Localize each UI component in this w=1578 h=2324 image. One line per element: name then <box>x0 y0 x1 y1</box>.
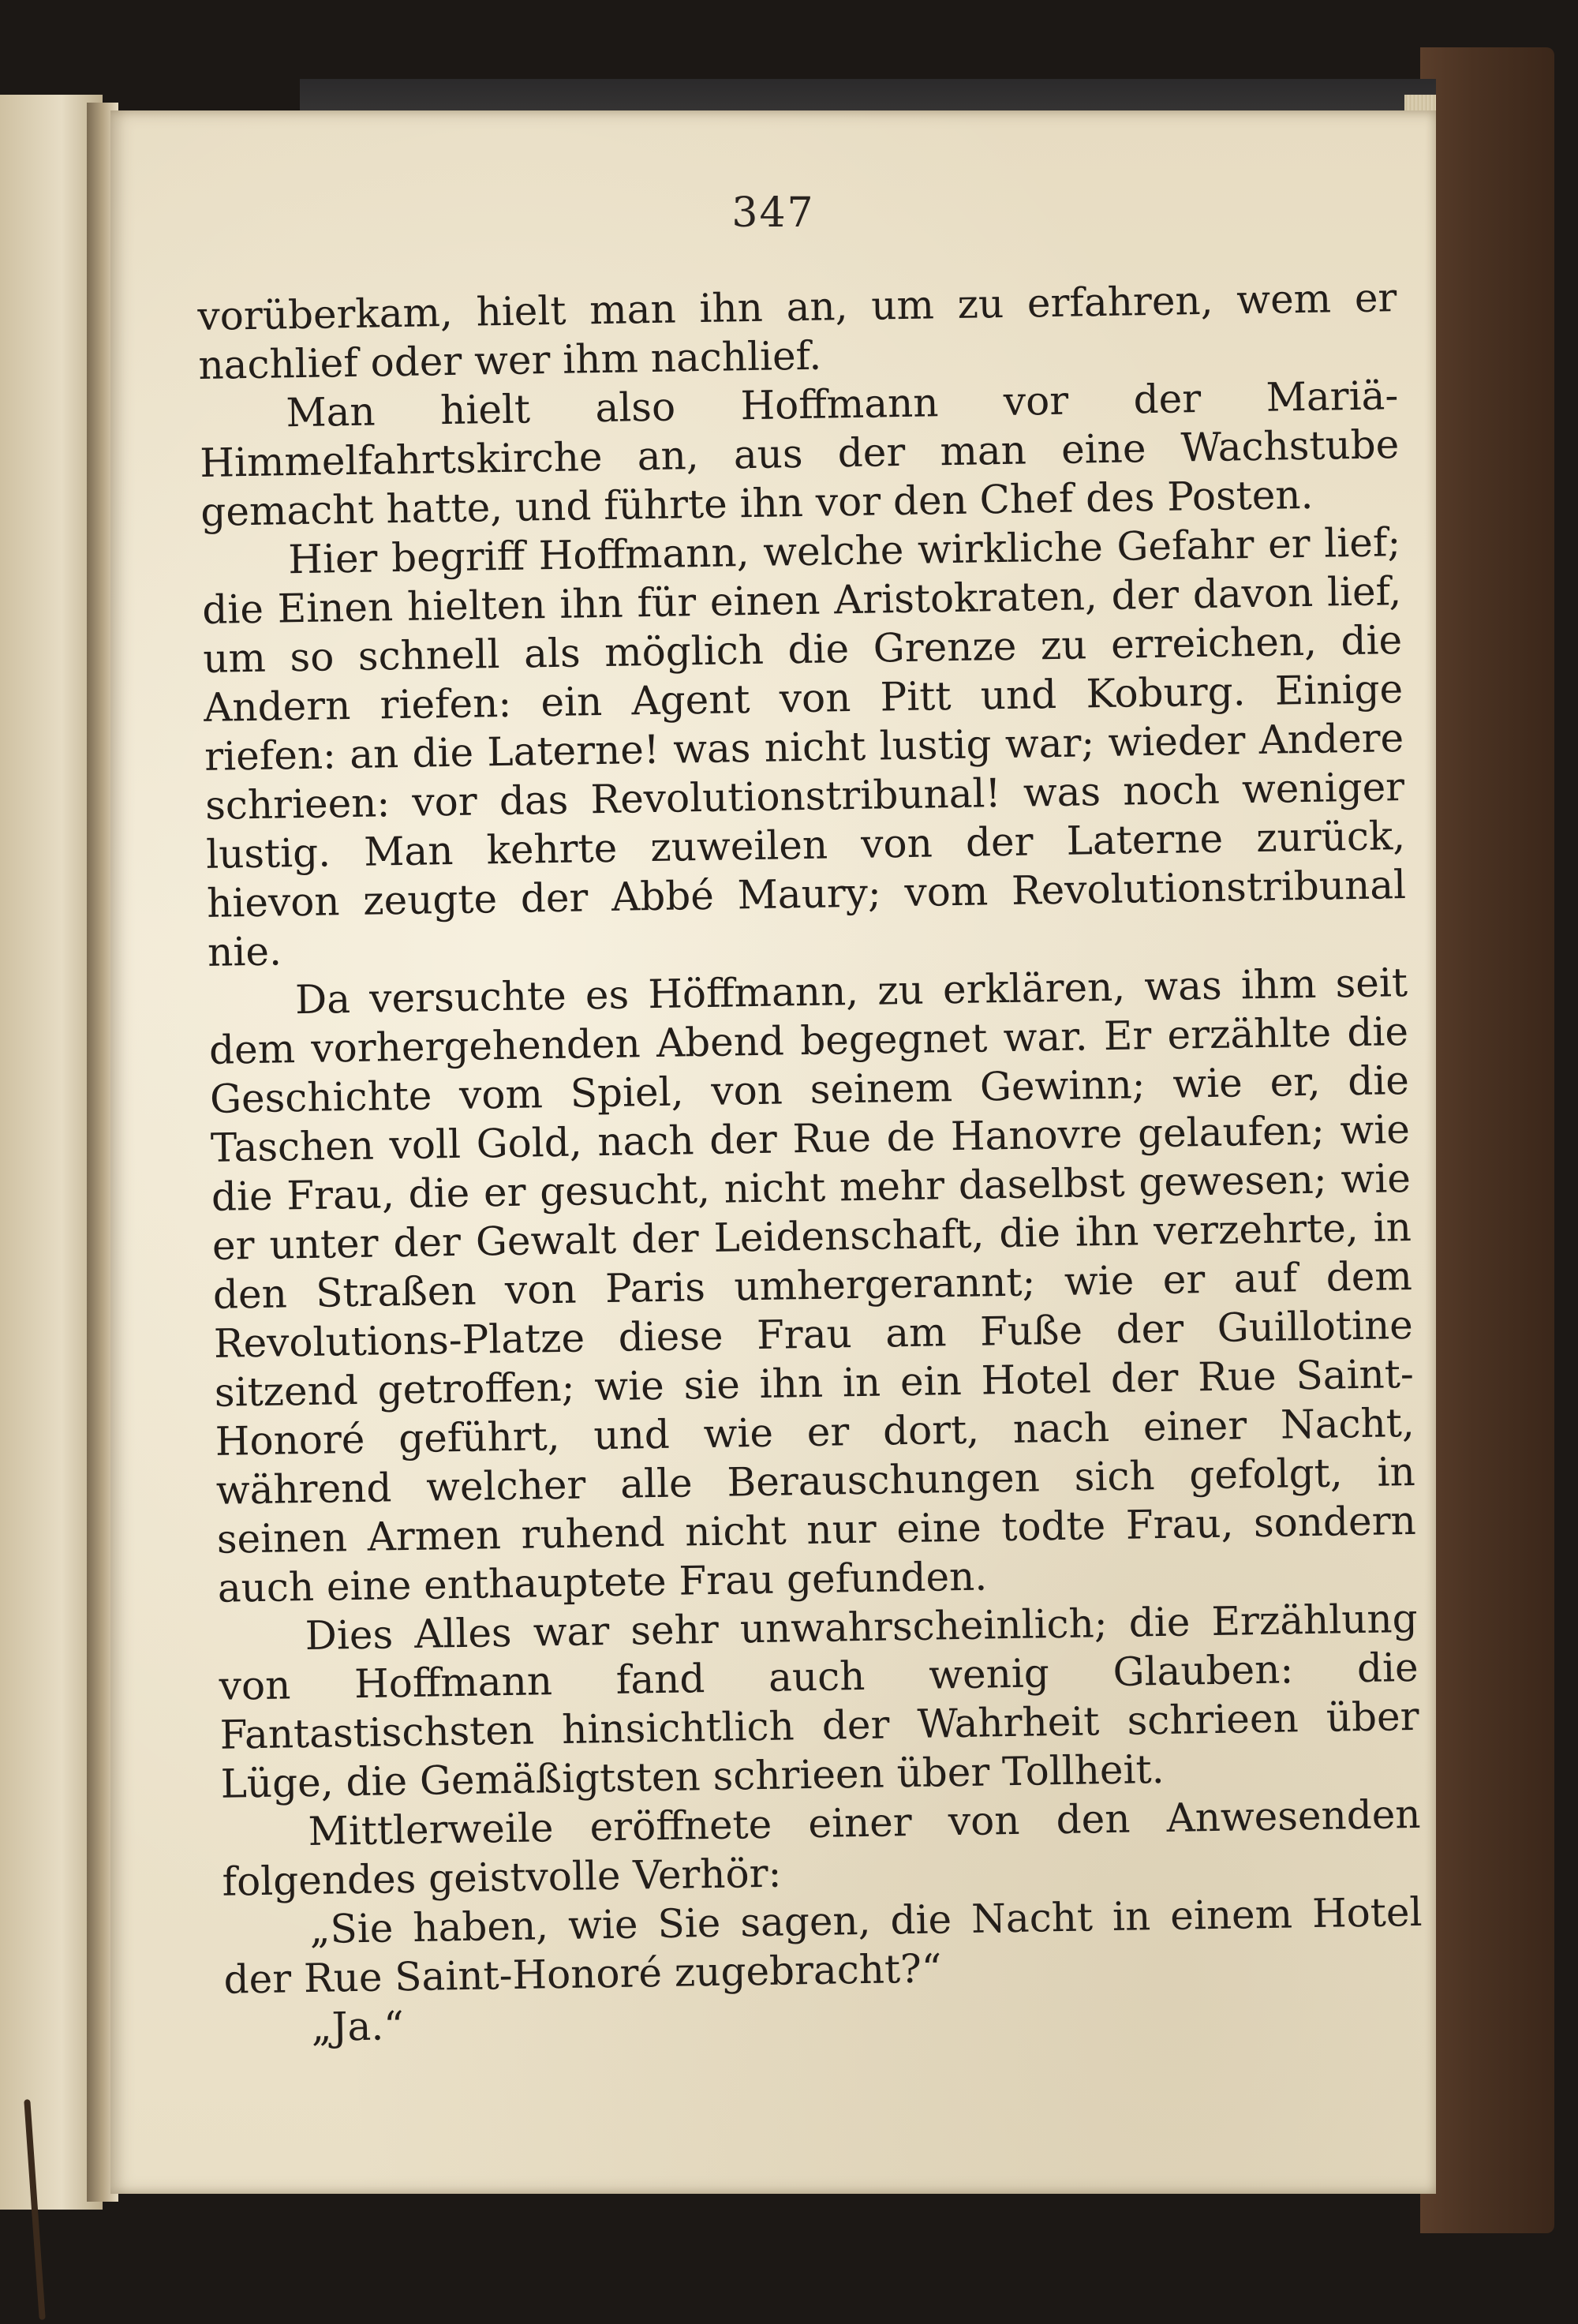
paragraph-7: „Sie haben, wie Sie sagen, die Nacht in einem Hotel der Rue Saint-Honoré zugebracht?“ <box>223 1888 1423 2003</box>
paragraph-4: Da versuchte es Höffmann, zu erklären, was ihm seit dem vorhergehenden Abend begegnet war. Er erzählte die Geschichte vom Spiel, von seinem Gewinn; wie er, die Taschen voll Gold, nach der Rue de Hanovre gelaufen; wie die Frau, die er gesucht, nicht mehr daselbst gewesen; wie er unter der Gewalt der Leidenschaft, die ihn verzehrte, in den Straßen von Paris umhergerannt; wie er auf dem Revolutions-Platze diese Frau am Fuße der Guillotine sitzend getroffen; wie sie ihn in ein Hotel der Rue Saint-Honoré geführt, und wie er dort, nach einer Nacht, während welcher alle Berauschungen sich gefolgt, in seinen Armen ruhend nicht nur eine todte Frau, sondern auch eine enthauptete Frau gefunden. <box>208 960 1417 1611</box>
paragraph-8: „Ja.“ <box>311 2003 405 2050</box>
paragraph-1: vorüberkam, hielt man ihn an, um zu erfahren, wem er nachlief oder wer ihm nachlief. <box>197 275 1397 388</box>
paragraph-5: Dies Alles war sehr unwahrscheinlich; die Erzählung von Hoffmann fand auch wenig Glauben: die Fantastischsten hinsichtlich der Wahrheit schrieen über Lüge, die Gemäßigtsten schrieen über Tollheit. <box>219 1595 1419 1807</box>
page-text-block <box>197 273 1424 2053</box>
paragraph-3: Hier begriff Hoffmann, welche wirkliche Gefahr er lief; die Einen hielten ihn für einen Aristokraten, der davon lief, um so schnell als möglich die Grenze zu erreichen, die Andern riefen: ein Agent von Pitt und Koburg. Einige riefen: an die Laterne! was nicht lustig war; wieder Andere schrieen: vor das Revolutionstribunal! was noch weniger lustig. Man kehrte zuweilen von der Laterne zurück, hievon zeugte der Abbé Maury; vom Revolutionstribunal nie. <box>201 519 1407 975</box>
page-number: 347 <box>731 189 815 237</box>
paragraph-6: Mittlerweile eröffnete einer von den Anwesenden folgendes geistvolle Verhör: <box>222 1791 1421 1905</box>
book-page <box>110 110 1436 2194</box>
book-cover-edge <box>1420 47 1554 2233</box>
paragraph-2: Man hielt also Hoffmann vor der Mariä-Himmelfahrtskirche an, aus der man eine Wachstube gemacht hatte, und führte ihn vor den Chef des Posten. <box>199 372 1400 535</box>
